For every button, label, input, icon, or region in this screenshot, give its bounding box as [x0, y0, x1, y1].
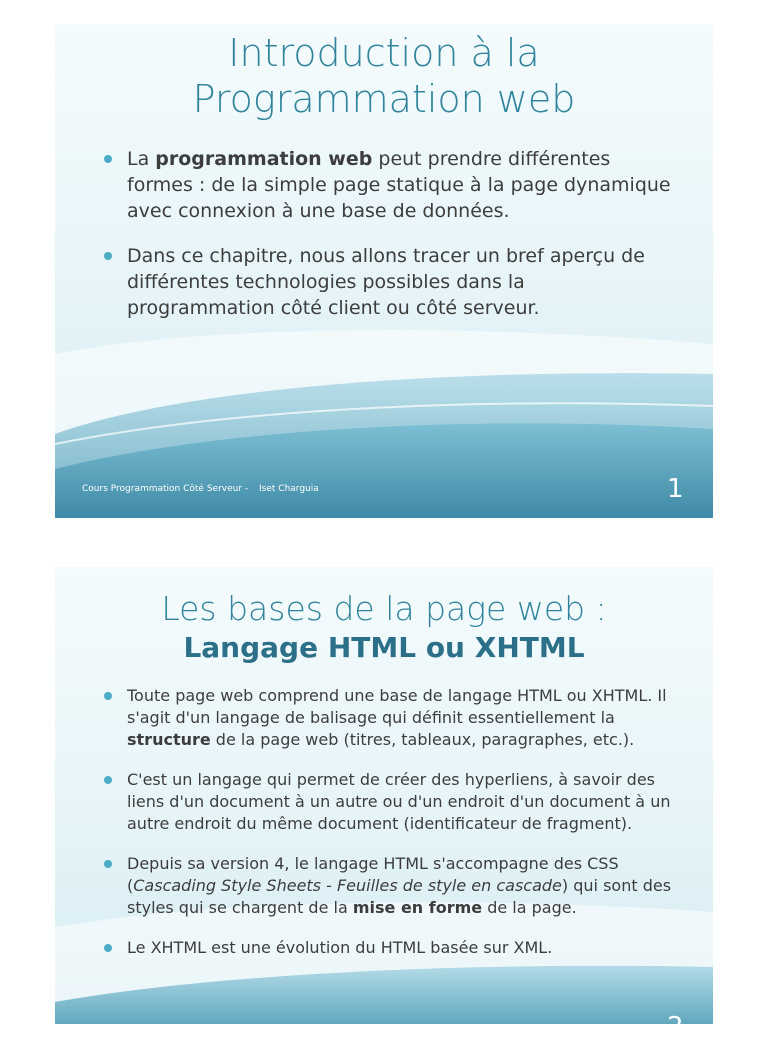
list-item: Le XHTML est une évolution du HTML basée sur XML. [55, 937, 675, 959]
bold-term: structure [127, 730, 211, 749]
list-item: La programmation web peut prendre différentes formes : de la simple page statique à la page dynamique avec connexion à une base de données. [55, 146, 675, 224]
list-item: Depuis sa version 4, le langage HTML s'accompagne des CSS (Cascading Style Sheets - Feuilles de style en cascade) qui sont des styles qui se chargent de la mise en forme de la page. [55, 853, 675, 919]
slide-subtitle: Langage HTML ou XHTML [183, 631, 585, 664]
bold-term: mise en forme [352, 898, 483, 917]
bullet-icon [104, 860, 112, 868]
slide-number: 2 [667, 1012, 684, 1042]
slide-number: 1 [667, 474, 684, 504]
footer-school: Iset Charguia [259, 484, 319, 494]
list-item: C'est un langage qui permet de créer des hyperliens, à savoir des liens d'un document à un autre ou d'un endroit d'un document à un autre endroit du même document (identificateur de fragment). [55, 769, 675, 835]
bullet-list [55, 685, 675, 977]
footer-course: Cours Programmation Côté Serveur - [82, 484, 249, 494]
slide-1 [55, 24, 713, 518]
slide-title: Introduction à la Programmation web [192, 31, 576, 121]
bullet-icon [104, 776, 112, 784]
slide-title: Les bases de la page web : [161, 589, 607, 628]
slide-footer [82, 484, 327, 494]
bullet-icon [104, 692, 112, 700]
list-item: Dans ce chapitre, nous allons tracer un bref aperçu de différentes technologies possibles dans la programmation côté client ou côté serveur. [55, 243, 675, 321]
bullet-icon [104, 944, 112, 952]
bullet-icon [104, 155, 112, 163]
bullet-list [55, 146, 675, 340]
list-item: Toute page web comprend une base de langage HTML ou XHTML. Il s'agit d'un langage de balisage qui définit essentiellement la structure de la page web (titres, tableaux, paragraphes, etc.). [55, 685, 675, 751]
bold-term: programmation web [155, 148, 373, 170]
bullet-icon [104, 252, 112, 260]
italic-term: Cascading Style Sheets - Feuilles de style en cascade [133, 876, 562, 895]
slide-2 [55, 567, 713, 1042]
